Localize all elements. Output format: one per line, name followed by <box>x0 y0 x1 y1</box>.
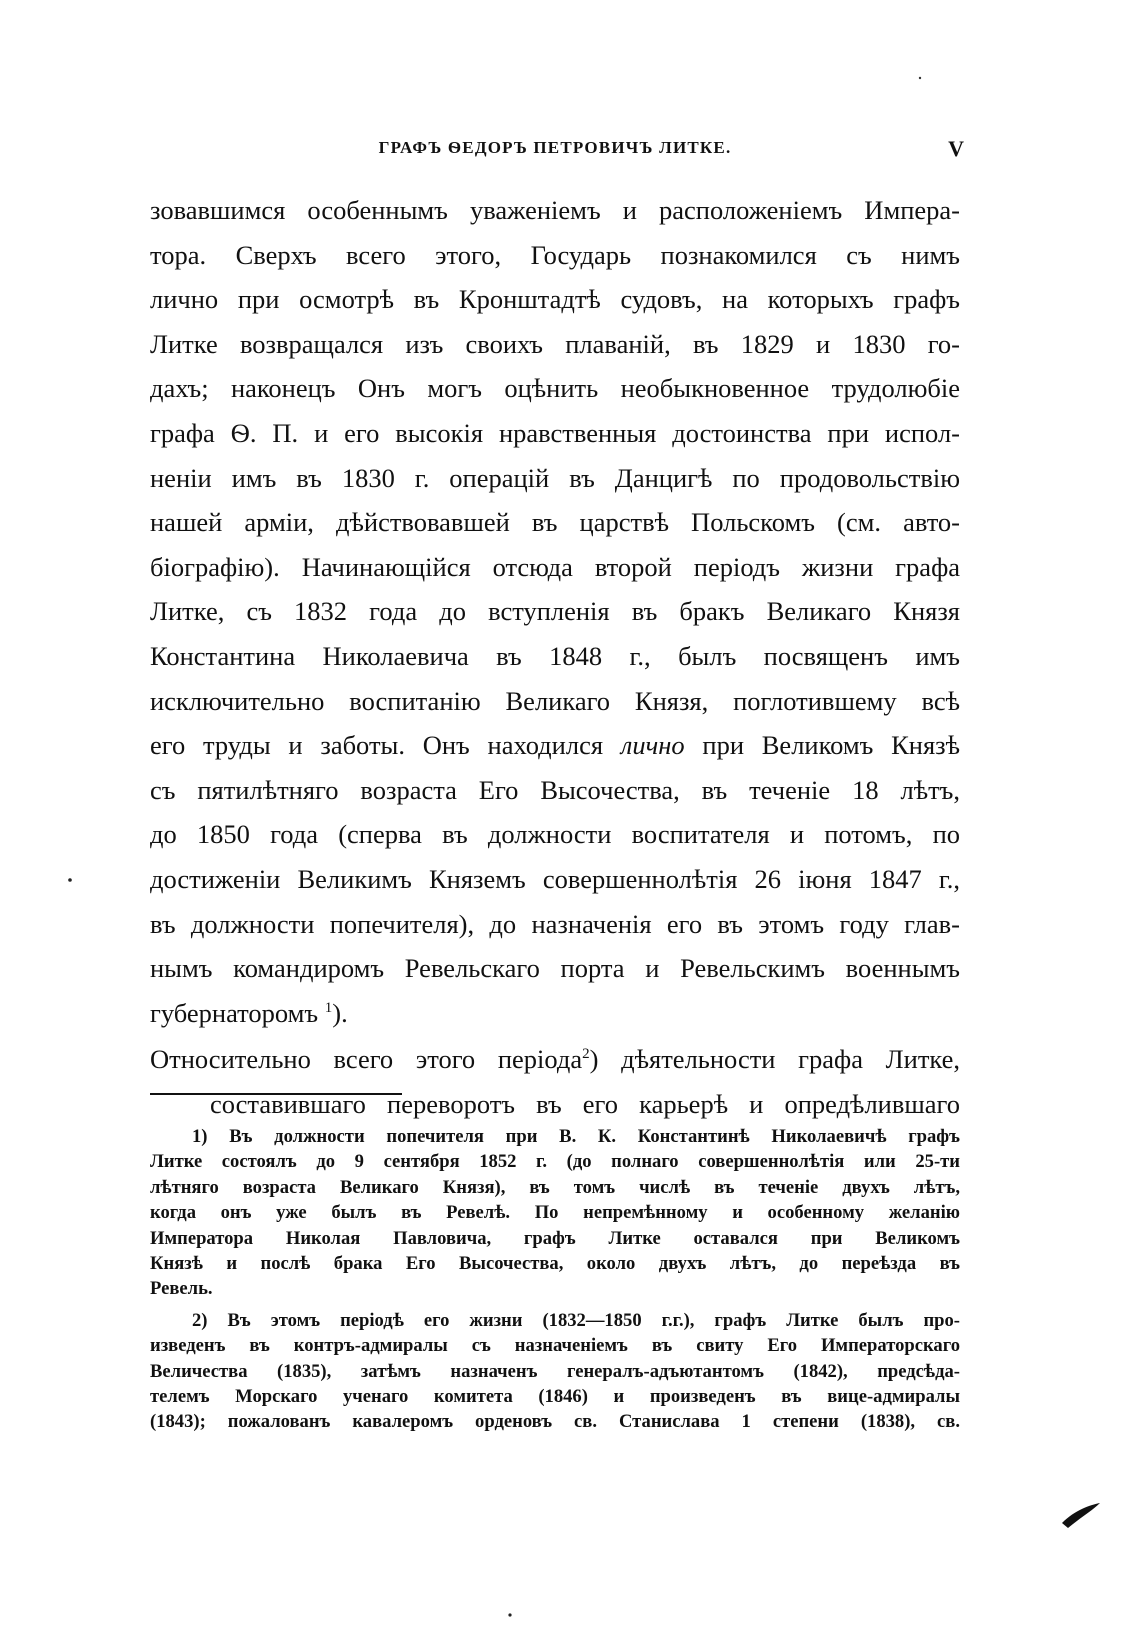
text-line: съ пятилѣтняго возраста Его Высочества, въ теченіе 18 лѣтъ, <box>150 774 960 805</box>
text-line: Литке, съ 1832 года до вступленія въ бракъ Великаго Князя <box>150 596 960 627</box>
text-line: графа Ѳ. П. и его высокія нравственныя достоинства при испол- <box>150 417 960 448</box>
text-line: исключительно воспитанію Великаго Князя, поглотившему всѣ <box>150 685 960 716</box>
footnotes <box>150 1124 960 1441</box>
footnote-2 <box>150 1308 960 1435</box>
text-run: Относительно всего этого періода <box>150 1044 583 1075</box>
emphasized-word: лично <box>620 730 685 761</box>
text-line: до 1850 года (сперва въ должности воспитателя и потомъ, по <box>150 819 960 850</box>
running-title: ГРАФЪ ѲЕДОРЪ ПЕТРОВИЧЪ ЛИТКЕ. <box>378 138 732 157</box>
footnote-line: лѣтняго возраста Великаго Князя), въ томъ числѣ въ теченіе двухъ лѣтъ, <box>150 1176 960 1198</box>
text-line: дахъ; наконецъ Онъ могъ оцѣнить необыкновенное трудолюбіе <box>150 373 960 404</box>
text-line <box>150 1037 960 1082</box>
main-text <box>150 188 960 1126</box>
footnote-line: 1) Въ должности попечителя при В. К. Константинѣ Николаевичѣ графъ <box>192 1126 960 1147</box>
scan-speck <box>508 1613 511 1616</box>
text-run: губернаторомъ <box>150 997 325 1028</box>
footnote-divider <box>150 1093 402 1095</box>
footnote-line: изведенъ въ контръ-адмиралы съ назначеніемъ въ свиту Его Императорскаго <box>150 1335 960 1357</box>
footnote-line: телемъ Морскаго ученаго комитета (1846) и произведенъ въ вице-адмиралы <box>150 1386 960 1408</box>
text-run: его труды и заботы. Онъ находился <box>150 730 621 761</box>
text-line: неніи имъ въ 1830 г. операцій въ Данцигѣ по продовольствію <box>150 462 960 493</box>
footnote-ref-2[interactable]: 2 <box>582 1046 590 1063</box>
running-head <box>150 136 964 168</box>
text-line: лично при осмотрѣ въ Кронштадтѣ судовъ, на которыхъ графъ <box>150 284 960 315</box>
scan-speck <box>68 878 72 882</box>
footnote-line: Князѣ и послѣ брака Его Высочества, около двухъ лѣтъ, до переѣзда въ <box>150 1253 960 1275</box>
text-line: составившаго переворотъ въ его карьерѣ и опредѣлившаго <box>210 1088 960 1119</box>
paragraph-1 <box>150 188 960 1035</box>
footnote-line: 2) Въ этомъ періодѣ его жизни (1832—1850 г.г.), графъ Литке былъ про- <box>192 1309 960 1331</box>
page-number: V <box>948 136 964 161</box>
footnote-line: Императора Николая Павловича, графъ Литке оставался при Великомъ <box>150 1227 960 1249</box>
text-line: въ должности попечителя), до назначенія его въ этомъ году глав- <box>150 908 960 939</box>
scan-blot <box>1062 1503 1100 1528</box>
text-line: біографію). Начинающійся отсюда второй періодъ жизни графа <box>150 551 960 582</box>
scan-speck <box>919 77 921 79</box>
paragraph-2 <box>150 1037 960 1126</box>
footnote-1 <box>150 1124 960 1302</box>
text-run: ) дѣятельности графа Литке, <box>589 1044 960 1075</box>
text-line-last <box>150 991 960 1036</box>
footnote-ref-1[interactable]: 1 <box>324 999 333 1016</box>
text-line: тора. Сверхъ всего этого, Государь познакомился съ нимъ <box>150 239 960 270</box>
footnote-line: Ревель. <box>150 1278 213 1300</box>
text-run: при Великомъ Князѣ <box>684 730 961 761</box>
text-run: ). <box>332 997 348 1028</box>
text-line: нашей арміи, дѣйствовавшей въ царствѣ Польскомъ (см. авто- <box>150 507 960 538</box>
text-line: зовавшимся особеннымъ уваженіемъ и расположеніемъ Импера- <box>150 195 960 225</box>
text-line: Константина Николаевича въ 1848 г., былъ посвященъ имъ <box>150 640 960 671</box>
footnote-line: Литке состоялъ до 9 сентября 1852 г. (до полнаго совершеннолѣтія или 25-ти <box>150 1151 960 1173</box>
text-line: Литке возвращался изъ своихъ плаваній, въ 1829 и 1830 го- <box>150 328 960 359</box>
footnote-line: когда онъ уже былъ въ Ревелѣ. По непремѣнному и особенному желанію <box>150 1202 960 1224</box>
text-line: достиженіи Великимъ Княземъ совершеннолѣтія 26 іюня 1847 г., <box>150 863 960 894</box>
text-line-with-emphasis <box>150 723 960 768</box>
footnote-line: Величества (1835), затѣмъ назначенъ генералъ-адъютантомъ (1842), предсѣда- <box>150 1360 960 1382</box>
text-line: нымъ командиромъ Ревельскаго порта и Ревельскимъ военнымъ <box>150 953 960 984</box>
footnote-line: (1843); пожалованъ кавалеромъ орденовъ св. Станислава 1 степени (1838), св. <box>150 1411 960 1433</box>
